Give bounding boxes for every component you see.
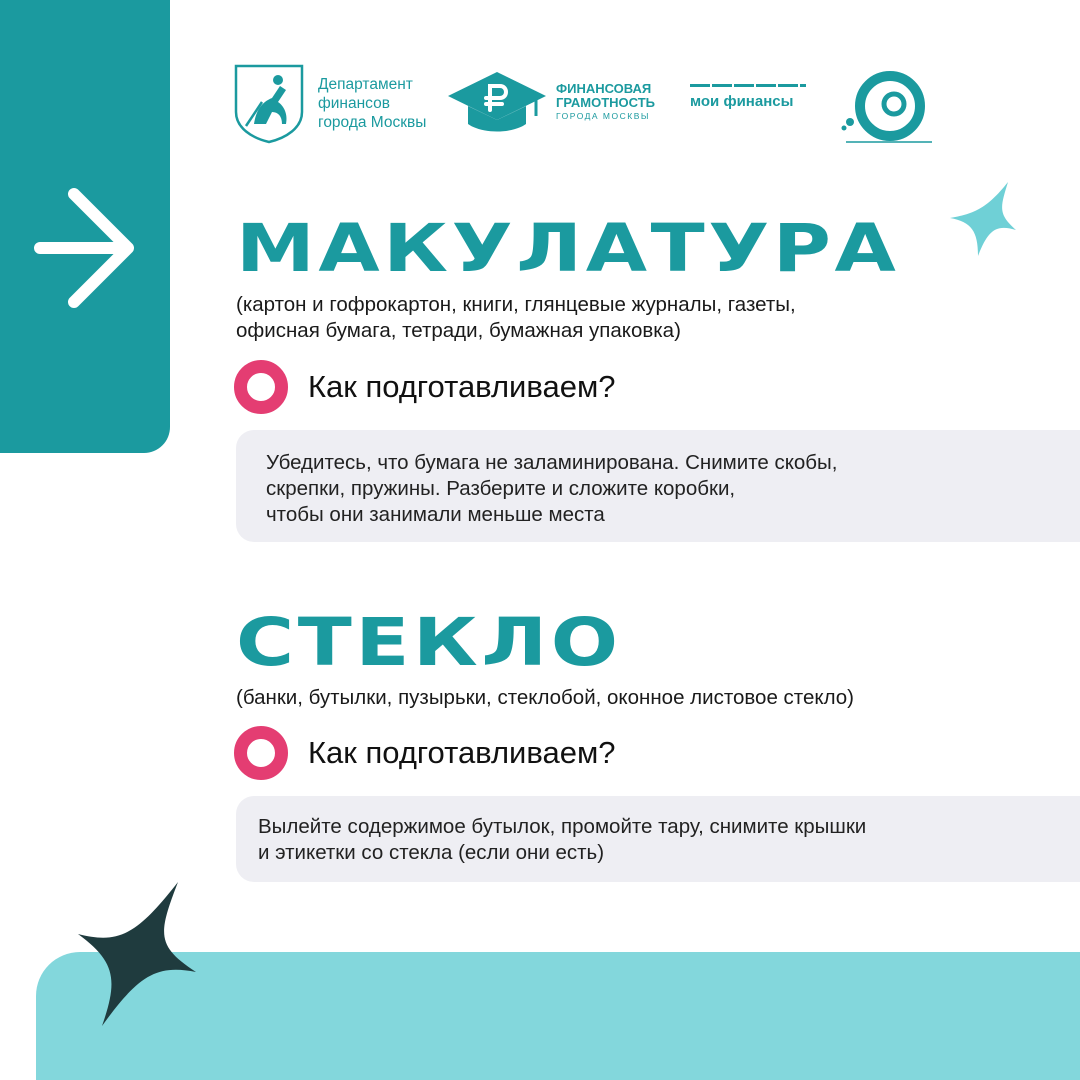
sparkle-star-icon [948, 178, 1020, 258]
question-text: Как подготавливаем? [308, 369, 616, 404]
financial-literacy-logo [446, 66, 655, 138]
section-subtitle-glass [236, 685, 854, 711]
subtitle-line: офисная бумага, тетради, бумажная упаковка) [236, 319, 681, 342]
fin-line-3: ГОРОДА МОСКВЫ [556, 111, 650, 121]
section-subtitle-paper [236, 292, 796, 344]
section-title-glass: СТЕКЛО [236, 604, 622, 681]
answer-card-paper [236, 430, 1080, 542]
fin-line-2: ГРАМОТНОСТЬ [556, 95, 656, 110]
moi-finansy-rule [690, 84, 806, 87]
pink-ring-icon [234, 726, 288, 780]
left-teal-panel [0, 0, 170, 453]
moi-finansy-logo [690, 84, 810, 110]
moscow-coat-of-arms-icon [232, 62, 306, 144]
moscow-dept-line: Департамент [318, 75, 413, 93]
fin-line-1: ФИНАНСОВАЯ [556, 81, 652, 96]
answer-card-glass [236, 796, 1080, 882]
answer-line: и этикетки со стекла (если они есть) [258, 841, 605, 864]
subtitle-line: (картон и гофрокартон, книги, глянцевые журналы, газеты, [236, 293, 796, 316]
question-row-paper [234, 360, 616, 414]
moscow-finance-department-logo [232, 62, 426, 144]
moi-finansy-text: мои финансы [690, 93, 794, 110]
arrow-right-icon [34, 186, 138, 310]
dark-sparkle-star-icon [74, 880, 198, 1028]
answer-line: Убедитесь, что бумага не заламинирована. Снимите скобы, [266, 451, 838, 474]
section-title-paper: МАКУЛАТУРА [236, 210, 900, 287]
graduation-cap-ruble-icon [446, 66, 548, 138]
financial-literacy-text [556, 82, 655, 122]
moscow-dept-line: финансов [318, 94, 390, 112]
answer-line: скрепки, пружины. Разберите и сложите коробки, [266, 477, 736, 500]
subtitle-line: (банки, бутылки, пузырьки, стеклобой, оконное листовое стекло) [236, 686, 854, 709]
gazeta-moi-finansy-logo [836, 60, 936, 144]
question-row-glass [234, 726, 616, 780]
gazeta-globe-icon [836, 60, 936, 144]
moscow-dept-name [318, 75, 426, 132]
answer-line: Вылейте содержимое бутылок, промойте тару, снимите крышки [258, 815, 867, 838]
moscow-dept-line: города Москвы [318, 113, 427, 131]
pink-ring-icon [234, 360, 288, 414]
answer-line: чтобы они занимали меньше места [266, 503, 605, 526]
question-text: Как подготавливаем? [308, 735, 616, 770]
